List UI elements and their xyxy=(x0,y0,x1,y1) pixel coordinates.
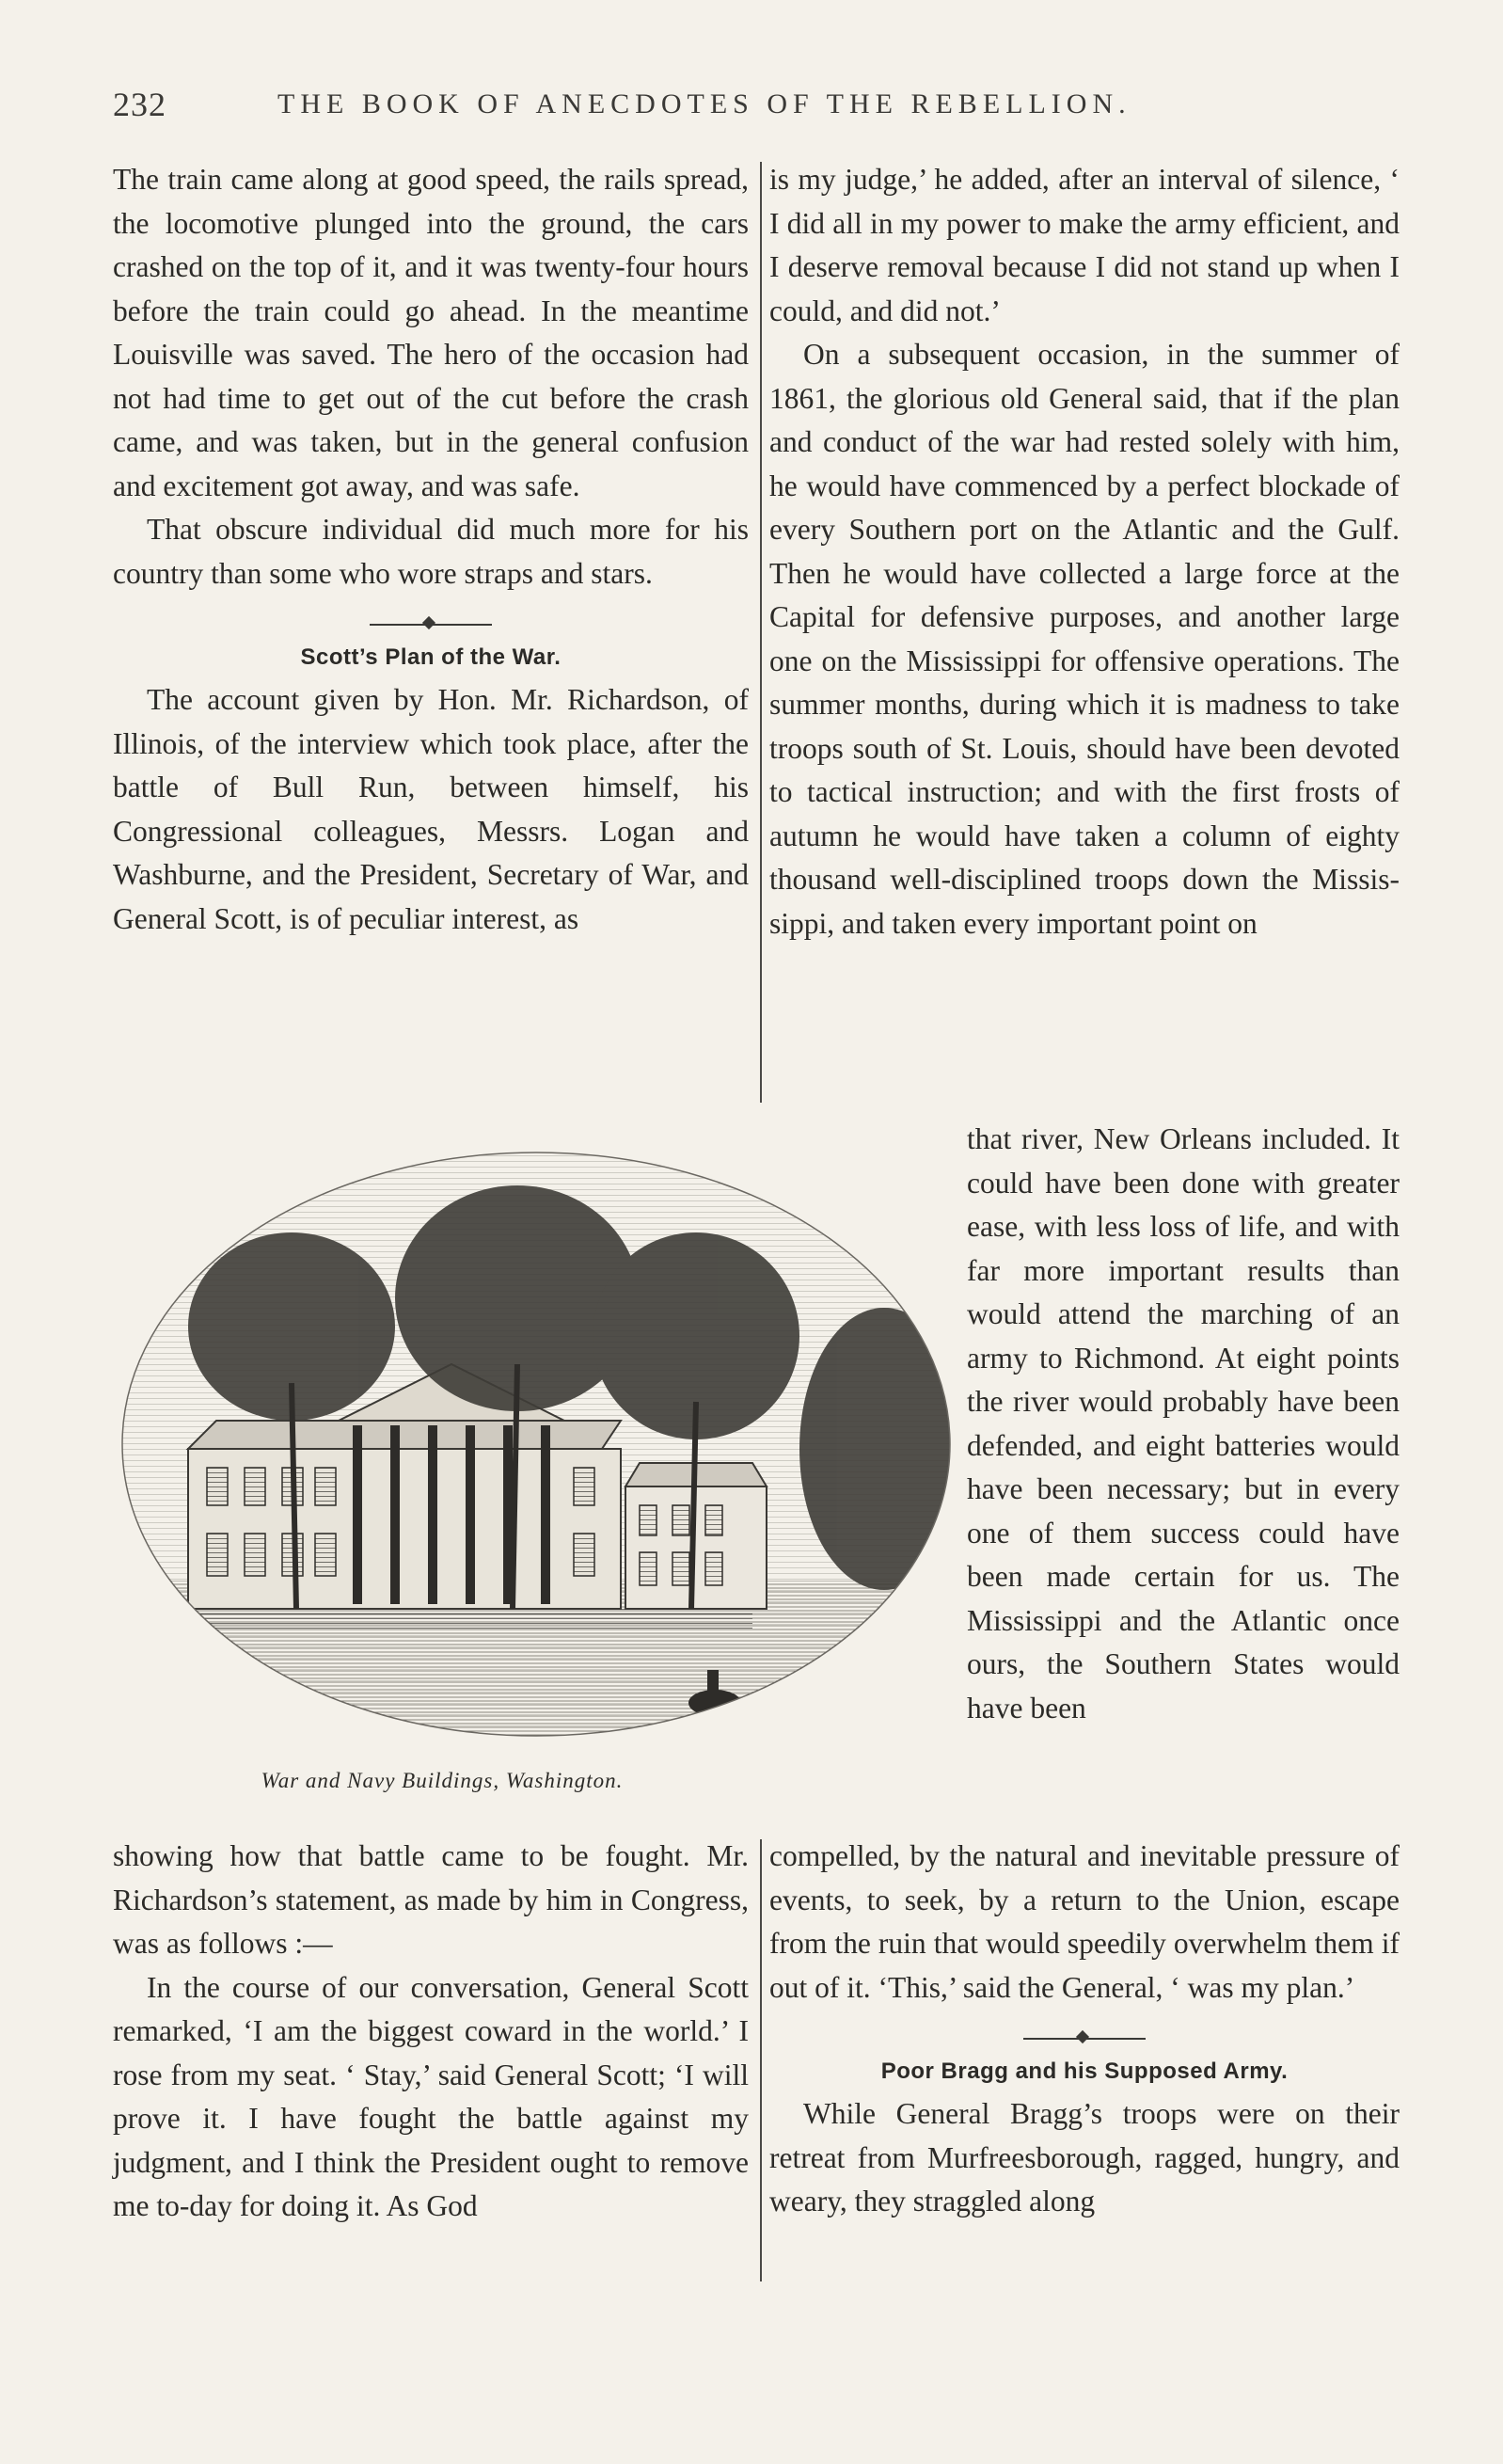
section-heading: Scott’s Plan of the War. xyxy=(300,644,562,670)
column-rule xyxy=(760,162,762,1103)
paragraph: The account given by Hon. Mr. Richardson, of Illinois, of the interview which took place, after the battle of Bull Run, between himself, his Congressional colleagues, Messrs. Logan and Washburne, and the President, Secretary of War, and General Scott, is of peculiar interest, as xyxy=(113,683,749,935)
paragraph: On a subsequent occasion, in the summer of 1861, the glorious old General said, that if the plan and conduct of the war had rested solely with him, he would have commenced by a perfect blockade of every Southern port on the Atlantic and the Gulf. Then he would have collected a large force at the Capital for defensive purposes, and another large one on the Mississippi for offensive operations. The summer months, during which it is madness to take troops south of St. Louis, should have been devoted to tactical instruction; and with the first frosts of autumn he would have taken a column of eighty thousand well-disciplined troops down the Missis-sippi, and taken every important point on xyxy=(769,338,1400,940)
page-number: 232 xyxy=(113,86,166,123)
left-column-top xyxy=(113,158,749,941)
paragraph: that river, New Orleans included. It could have been done with greater ease, with less loss of life, and with far more important results than would attend the marching of an army to Richmond. At eight points the river would probably have been defended, and eight batteries would have been necessary; but in every one of them success could have been made certain for us. The Mississippi and the Atlantic once ours, the Southern States would have been xyxy=(967,1122,1400,1725)
wrap-column xyxy=(967,1118,1400,1730)
running-title: THE BOOK OF ANECDOTES OF THE REBELLION. xyxy=(277,88,1131,119)
engraving-illustration xyxy=(113,1138,959,1806)
war-navy-buildings-engraving xyxy=(113,1138,959,1750)
right-column-top xyxy=(769,158,1400,946)
column-rule xyxy=(760,1839,762,2281)
ornament-divider xyxy=(769,2027,1400,2051)
right-column-bottom xyxy=(769,1835,1400,2224)
page-header xyxy=(113,85,1409,128)
paragraph: showing how that battle came to be fought. Mr. Richardson’s statement, as made by him in Congress, was as follows :— xyxy=(113,1839,749,1960)
section-heading: Poor Bragg and his Supposed Army. xyxy=(880,2059,1289,2084)
paragraph: While General Bragg’s troops were on their retreat from Murfreesborough, ragged, hungry, and weary, they straggled along xyxy=(769,2097,1400,2218)
paragraph: is my judge,’ he added, after an interval of silence, ‘ I did all in my power to make the army efficient, and I deserve removal because I did not stand up when I could, and did not.’ xyxy=(769,163,1400,327)
left-column-bottom xyxy=(113,1835,749,2229)
paragraph: compelled, by the natural and inevitable pressure of events, to seek, by a return to the Union, escape from the ruin that would speedily overwhelm them if out of it. ‘This,’ said the General, ‘ was my plan.’ xyxy=(769,1839,1400,2004)
figure-caption: War and Navy Buildings, Washington. xyxy=(261,1769,624,1792)
paragraph: In the course of our conversation, General Scott remarked, ‘I am the biggest coward in the world.’ I rose from my seat. ‘ Stay,’ said General Scott; ‘I will prove it. I have fought the battle against my judgment, and I think the President ought to remove me to-day for doing it. As God xyxy=(113,1970,749,2222)
ornament-divider xyxy=(113,612,749,637)
paragraph: The train came along at good speed, the rails spread, the locomotive plunged into the ground, the cars crashed on the top of it, and it was twenty-four hours before the train could go ahead. In the meantime Louisville was saved. The hero of the occasion had not had time to get out of the cut before the crash came, and was taken, but in the general confusion and excitement got away, and was safe. xyxy=(113,163,749,502)
paragraph: That obscure individual did much more for his country than some who wore straps and stars. xyxy=(113,513,749,590)
